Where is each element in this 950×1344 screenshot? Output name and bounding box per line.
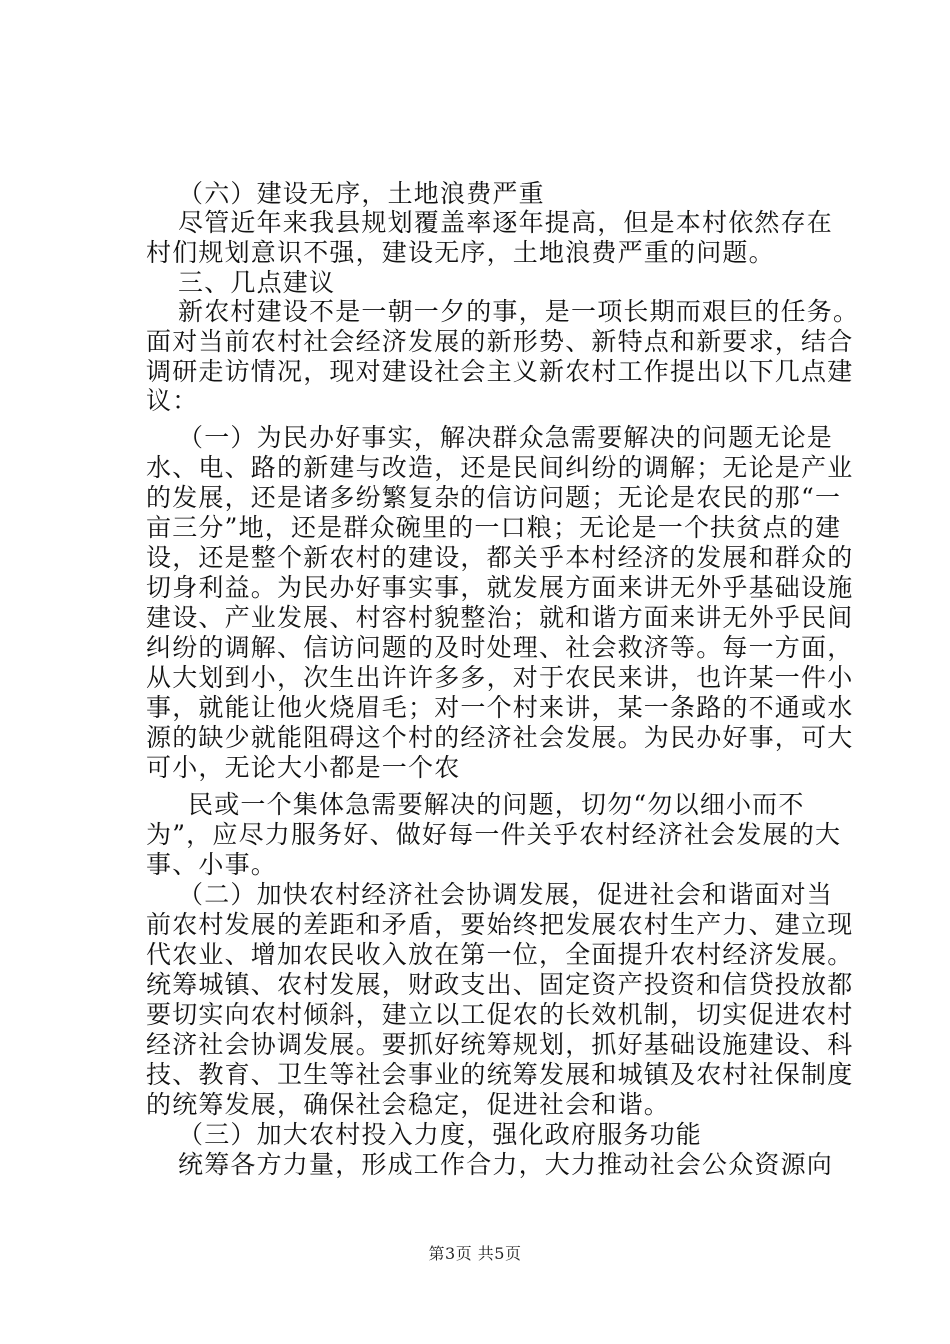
section-heading-3: 三、几点建议 <box>178 268 336 297</box>
page-number-label: 第3页 共5页 <box>428 1244 522 1263</box>
text-line: 尽管近年来我县规划覆盖率逐年提高，但是本村依然存在 <box>178 208 834 237</box>
subsection-heading-1: （一）为民办好事实，解决群众急需要解决的问题无论是 <box>178 423 834 452</box>
text-line: 从大划到小，次生出许许多多，对于农民来讲，也许某一件小 <box>146 663 854 692</box>
text-line: 经济社会协调发展。要抓好统筹规划，抓好基础设施建设、科 <box>146 1030 854 1059</box>
text-line: 的统筹发展，确保社会稳定，促进社会和谐。 <box>146 1090 671 1119</box>
text-line: 亩三分”地，还是群众碗里的一口粮；无论是一个扶贫点的建 <box>146 513 842 542</box>
text-line: 为”，应尽力服务好、做好每一件关乎农村经济社会发展的大 <box>146 820 842 849</box>
text-line: 统筹城镇、农村发展，财政支出、固定资产投资和信贷投放都 <box>146 970 854 999</box>
text-line: 水、电、路的新建与改造，还是民间纠纷的调解；无论是产业 <box>146 453 854 482</box>
text-line: 议： <box>146 386 199 415</box>
text-line: 设，还是整个新农村的建设，都关乎本村经济的发展和群众的 <box>146 543 854 572</box>
subsection-heading-2: （二）加快农村经济社会协调发展，促进社会和谐面对当 <box>178 880 834 909</box>
text-line: 切身利益。为民办好事实事，就发展方面来讲无外乎基础设施 <box>146 573 854 602</box>
text-line: 民或一个集体急需要解决的问题，切勿“勿以细小而不 <box>188 790 805 819</box>
subsection-heading-3: （三）加大农村投入力度，强化政府服务功能 <box>178 1120 703 1149</box>
text-line: 前农村发展的差距和矛盾，要始终把发展农村生产力、建立现 <box>146 910 854 939</box>
text-line: 代农业、增加农民收入放在第一位，全面提升农村经济发展。 <box>146 940 854 969</box>
text-line: 可小，无论大小都是一个农 <box>146 753 461 782</box>
text-line: 事，就能让他火烧眉毛；对一个村来讲，某一条路的不通或水 <box>146 693 854 722</box>
text-line: 技、教育、卫生等社会事业的统筹发展和城镇及农村社保制度 <box>146 1060 854 1089</box>
text-line: 源的缺少就能阻碍这个村的经济社会发展。为民办好事，可大 <box>146 723 854 752</box>
text-line: 面对当前农村社会经济发展的新形势、新特点和新要求，结合 <box>146 327 854 356</box>
text-line: 调研走访情况，现对建设社会主义新农村工作提出以下几点建 <box>146 357 854 386</box>
text-line: 统筹各方力量，形成工作合力，大力推动社会公众资源向 <box>178 1150 834 1179</box>
text-line: 新农村建设不是一朝一夕的事，是一项长期而艰巨的任务。 <box>178 297 860 326</box>
page-footer <box>0 1241 950 1264</box>
text-line: 事、小事。 <box>146 850 278 879</box>
text-line: 村们规划意识不强，建设无序，土地浪费严重的问题。 <box>146 238 775 267</box>
text-line: 建设、产业发展、村容村貌整治；就和谐方面来讲无外乎民间 <box>146 603 854 632</box>
text-line: 的发展，还是诸多纷繁复杂的信访问题；无论是农民的那“一 <box>146 483 842 512</box>
text-line: 要切实向农村倾斜，建立以工促农的长效机制，切实促进农村 <box>146 1000 854 1029</box>
section-heading-6: （六）建设无序，土地浪费严重 <box>178 179 545 208</box>
text-line: 纠纷的调解、信访问题的及时处理、社会救济等。每一方面， <box>146 633 854 662</box>
